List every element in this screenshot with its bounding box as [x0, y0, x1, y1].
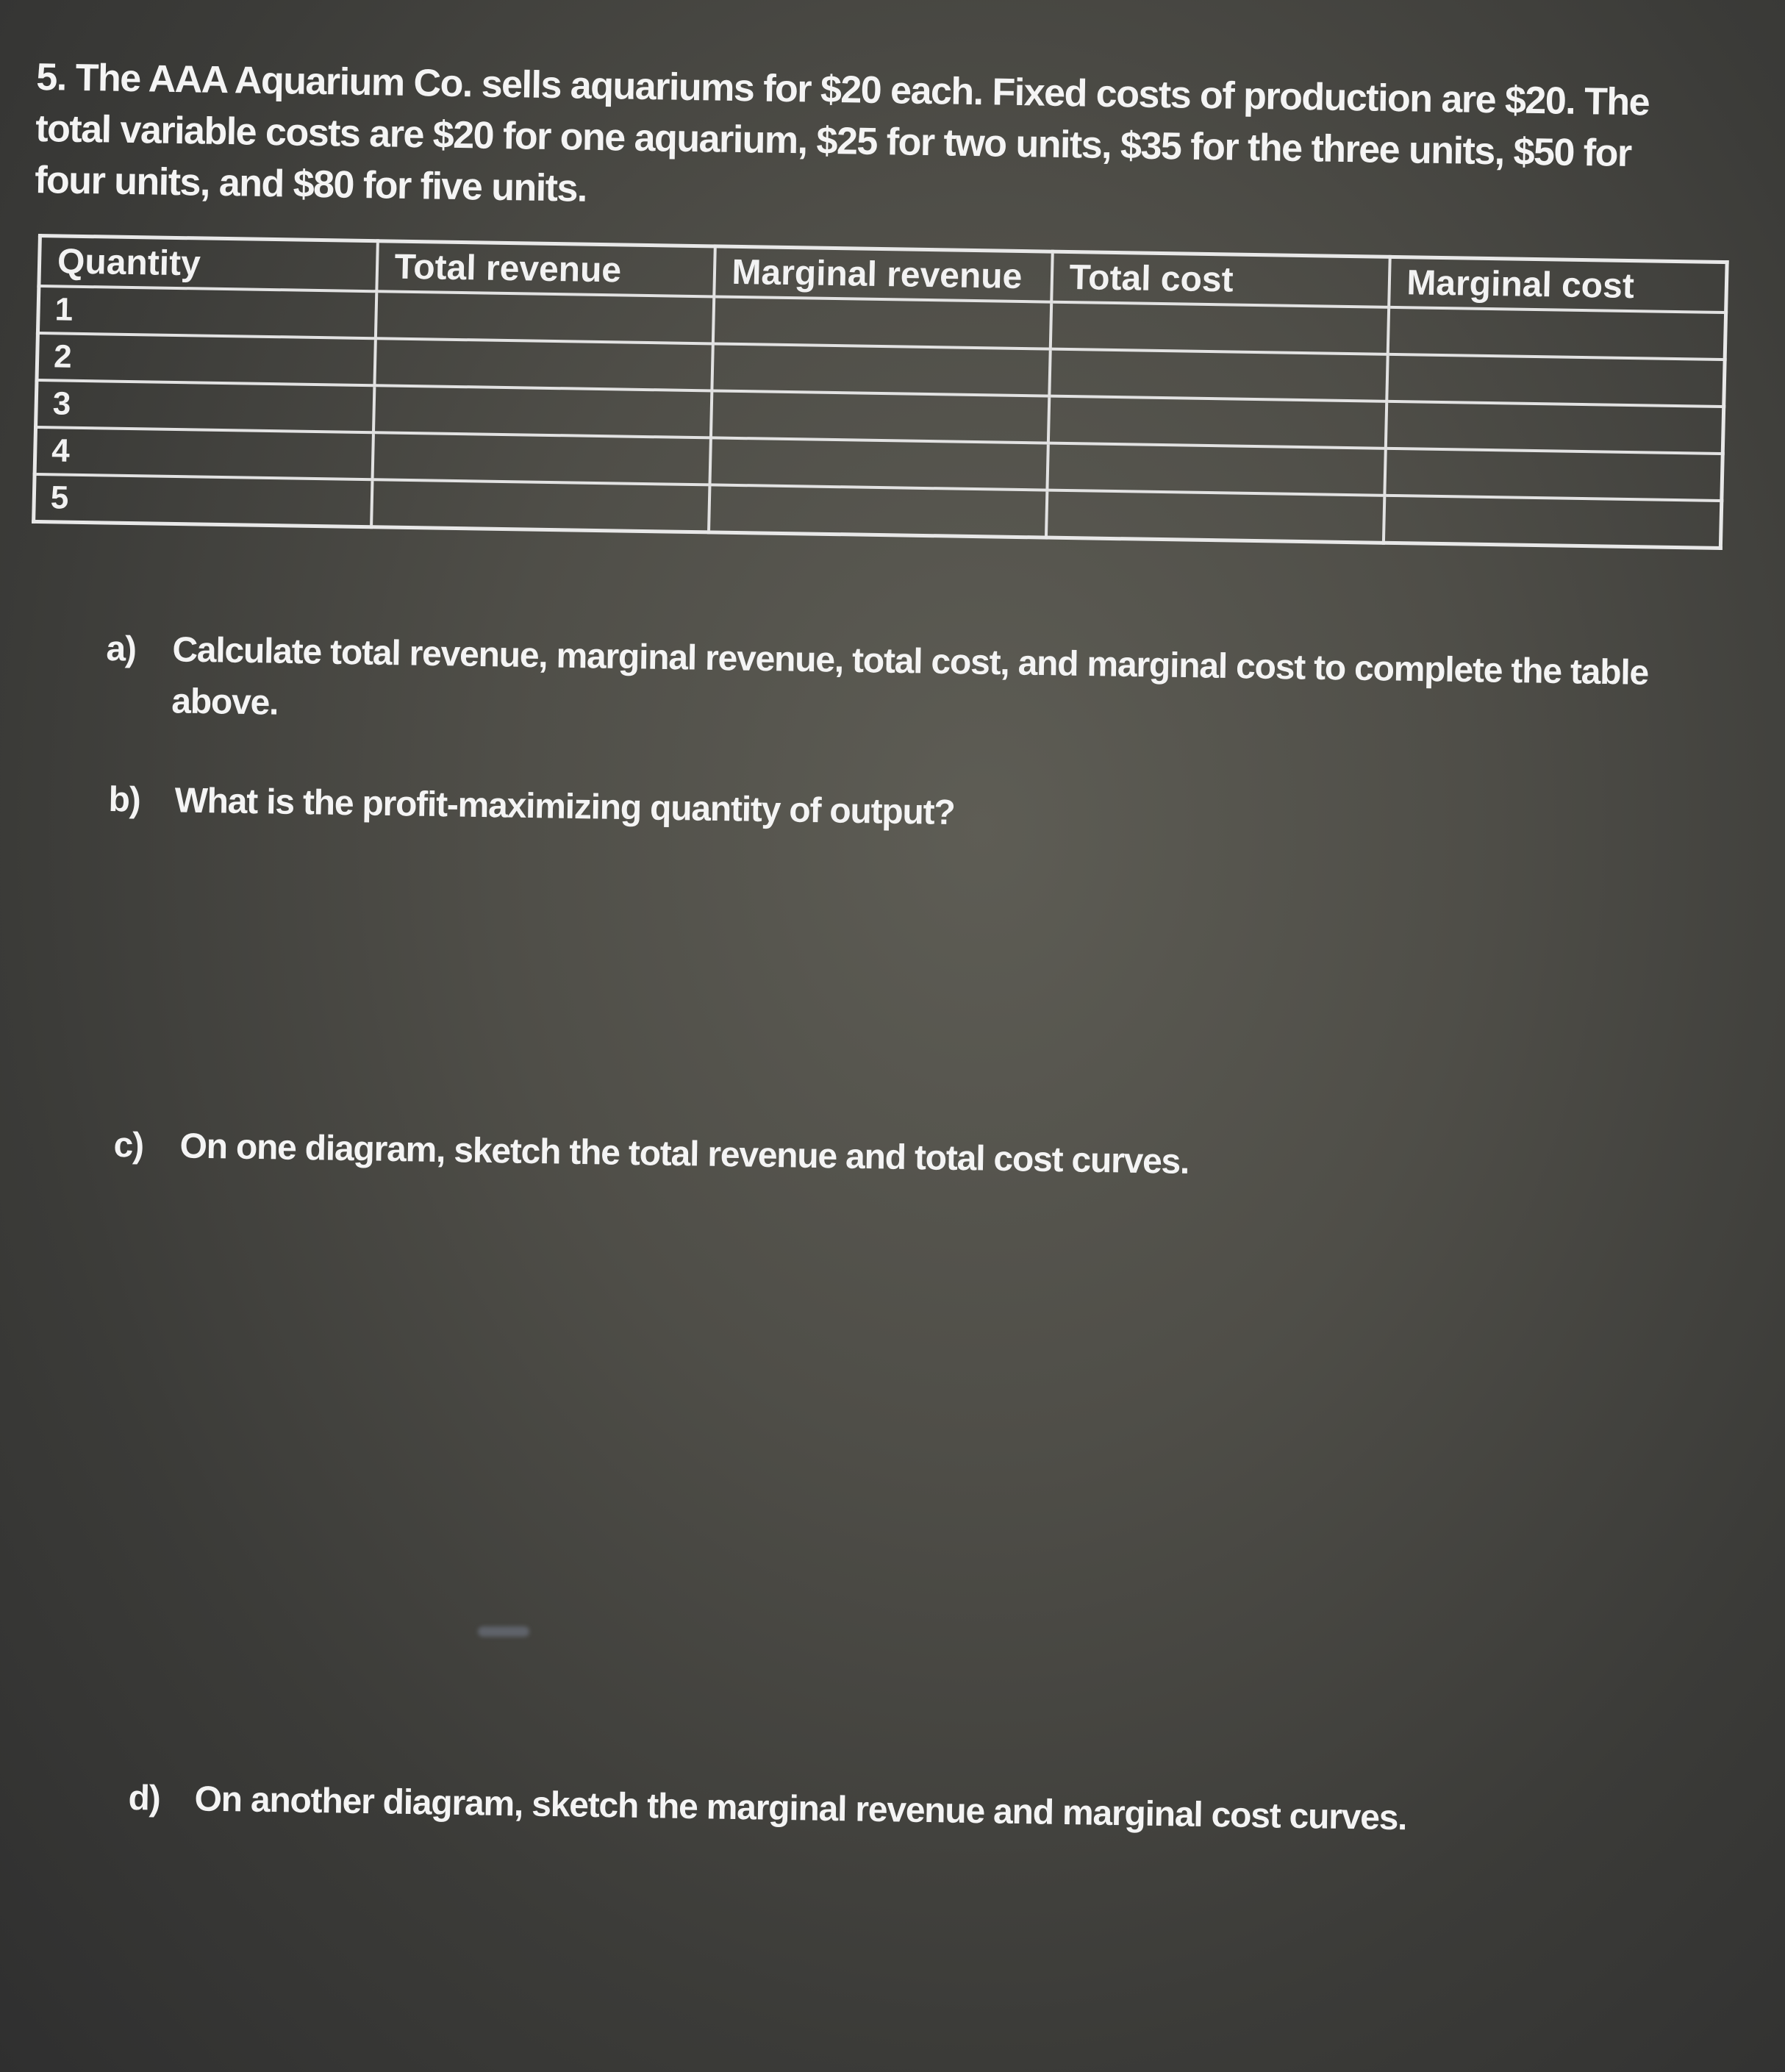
cell-marginal-cost	[1385, 401, 1723, 454]
cell-total-cost	[1049, 349, 1387, 401]
cell-marginal-cost	[1384, 449, 1723, 501]
question-b-text: What is the profit-maximizing quantity of output?	[174, 781, 955, 833]
cell-marginal-revenue	[709, 485, 1047, 537]
header-marginal-revenue: Marginal revenue	[714, 246, 1052, 302]
cell-total-cost	[1047, 443, 1385, 496]
cell-quantity: 1	[37, 286, 376, 338]
cell-total-revenue	[373, 385, 711, 437]
header-total-cost: Total cost	[1051, 251, 1389, 307]
header-quantity: Quantity	[39, 236, 377, 292]
cell-marginal-revenue	[712, 343, 1050, 396]
cell-total-revenue	[375, 291, 713, 343]
cell-marginal-revenue	[709, 437, 1048, 490]
question-d-text: On another diagram, sketch the marginal revenue and marginal cost curves.	[194, 1779, 1407, 1838]
question-a	[105, 624, 1665, 751]
cell-total-revenue	[374, 338, 712, 390]
cell-total-revenue	[371, 479, 709, 532]
question-b	[108, 779, 955, 833]
cell-marginal-revenue	[710, 390, 1048, 443]
question-a-text: Calculate total revenue, marginal revenue, total cost, and marginal cost to complete the table above.	[171, 630, 1649, 723]
question-d	[128, 1778, 1407, 1838]
cell-total-cost	[1045, 490, 1384, 543]
question-d-letter: d)	[128, 1778, 160, 1818]
cell-total-revenue	[372, 432, 710, 485]
cost-revenue-table-container	[32, 234, 1729, 550]
question-c	[113, 1125, 1189, 1182]
cell-quantity: 3	[36, 380, 374, 432]
header-marginal-cost: Marginal cost	[1389, 257, 1727, 312]
cell-marginal-cost	[1387, 354, 1725, 407]
header-total-revenue: Total revenue	[376, 241, 715, 297]
cell-total-cost	[1050, 302, 1388, 354]
cell-marginal-revenue	[712, 296, 1051, 349]
cell-quantity: 5	[34, 474, 372, 527]
screen-smudge	[478, 1626, 529, 1637]
cell-marginal-cost	[1383, 496, 1721, 549]
cell-quantity: 2	[37, 333, 375, 385]
cell-marginal-cost	[1387, 307, 1725, 360]
problem-statement: 5. The AAA Aquarium Co. sells aquariums for $20 each. Fixed costs of production are $20. The total variable costs are $20 for one aquarium, $25 for two units, $35 for the three units, $50 for four units, and $80 for five units.	[34, 55, 1650, 210]
cell-total-cost	[1048, 396, 1386, 449]
cell-quantity: 4	[35, 427, 373, 479]
cost-revenue-table	[32, 234, 1729, 550]
question-a-letter: a)	[106, 629, 137, 669]
question-c-letter: c)	[113, 1125, 144, 1165]
question-c-text: On one diagram, sketch the total revenue and total cost curves.	[179, 1126, 1190, 1182]
question-b-letter: b)	[108, 779, 140, 820]
